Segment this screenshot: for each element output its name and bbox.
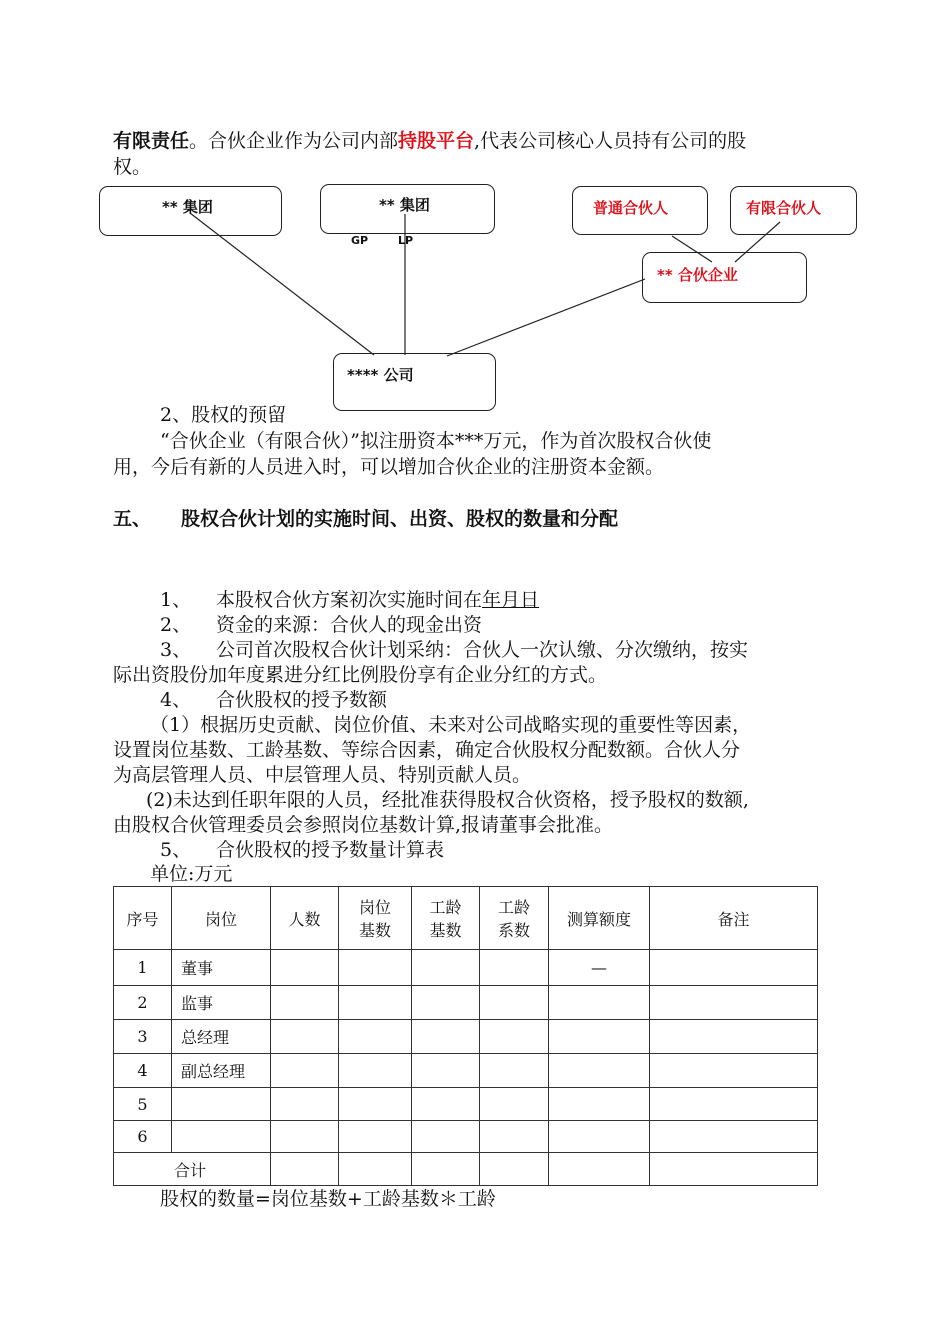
cell-count bbox=[271, 1054, 339, 1088]
general-partner-box bbox=[572, 186, 708, 235]
para1-line-3: 为高层管理人员、中层管理人员、特别贡献人员。 bbox=[113, 764, 532, 786]
intro-text-a: 。合伙企业作为公司内部 bbox=[189, 130, 399, 152]
limited-partner-label: 有限合伙人 bbox=[746, 199, 822, 217]
cell-position: 副总经理 bbox=[172, 1054, 271, 1088]
cell-position-base bbox=[339, 950, 412, 986]
cell-age-coef bbox=[480, 1020, 549, 1054]
cell-remark bbox=[650, 1054, 818, 1088]
cell-age-base bbox=[412, 1088, 480, 1121]
lp-label: LP bbox=[398, 234, 414, 247]
cell-remark bbox=[650, 986, 818, 1020]
section5-number: 五、 bbox=[113, 508, 152, 530]
table-row bbox=[114, 1020, 818, 1054]
cell-seq: 3 bbox=[114, 1020, 172, 1054]
header-age-base-l2: 基数 bbox=[429, 921, 462, 940]
para1-line-2: 设置岗位基数、工龄基数、等综合因素，确定合伙股权分配数额。合伙人分 bbox=[113, 739, 741, 761]
item1-label: 本股权合伙方案初次实施时间在 bbox=[216, 589, 483, 611]
table-header-row bbox=[114, 887, 818, 950]
cell-position bbox=[172, 1121, 271, 1153]
table-row bbox=[114, 1088, 818, 1121]
intro-highlight: 持股平台 bbox=[398, 130, 475, 152]
cell-age-coef bbox=[480, 1121, 549, 1153]
cell-position: 总经理 bbox=[172, 1020, 271, 1054]
table-row bbox=[114, 1054, 818, 1088]
formula-text: 股权的数量=岗位基数+工龄基数＊工龄 bbox=[160, 1188, 496, 1210]
cell-seq: 2 bbox=[114, 986, 172, 1020]
partnership-label: ** 合伙企业 bbox=[657, 266, 738, 284]
table-row bbox=[114, 986, 818, 1020]
section2-heading: 2、股权的预留 bbox=[160, 404, 287, 426]
header-count: 人数 bbox=[271, 887, 339, 950]
cell-count bbox=[271, 1088, 339, 1121]
cell-count bbox=[271, 1020, 339, 1054]
cell-count bbox=[271, 1121, 339, 1153]
cell-total-estimate bbox=[549, 1153, 650, 1186]
table-row bbox=[114, 950, 818, 986]
cell-age-base bbox=[412, 1121, 480, 1153]
item2-number: 2、 bbox=[160, 614, 192, 636]
header-age-coef-l1: 工龄 bbox=[497, 898, 530, 917]
group-box-1-label: ** 集团 bbox=[162, 198, 213, 216]
cell-count bbox=[271, 986, 339, 1020]
section2-para-line-1: “合伙企业（有限合伙）”拟注册资本***万元，作为首次股权合伙使 bbox=[160, 430, 712, 452]
cell-seq: 6 bbox=[114, 1121, 172, 1153]
cell-estimate bbox=[549, 1054, 650, 1088]
table-row bbox=[114, 1121, 818, 1153]
item4-text: 合伙股权的授予数额 bbox=[216, 689, 388, 711]
header-age-base bbox=[412, 887, 480, 950]
header-position-base-l1: 岗位 bbox=[358, 898, 391, 917]
company-label: **** 公司 bbox=[347, 366, 414, 384]
cell-total-remark bbox=[650, 1153, 818, 1186]
cell-position: 监事 bbox=[172, 986, 271, 1020]
cell-seq: 4 bbox=[114, 1054, 172, 1088]
cell-position-base bbox=[339, 1054, 412, 1088]
allocation-table bbox=[113, 886, 818, 1186]
cell-total-label: 合计 bbox=[114, 1153, 271, 1186]
cell-total-count bbox=[271, 1153, 339, 1186]
cell-age-coef bbox=[480, 1088, 549, 1121]
header-remark: 备注 bbox=[650, 887, 818, 950]
gp-label: GP bbox=[351, 234, 369, 247]
cell-remark bbox=[650, 950, 818, 986]
group-box-1 bbox=[99, 186, 282, 236]
cell-position bbox=[172, 1088, 271, 1121]
cell-remark bbox=[650, 1020, 818, 1054]
limited-partner-box bbox=[730, 186, 857, 235]
cell-remark bbox=[650, 1088, 818, 1121]
intro-text-b: ,代表公司核心人员持有公司的股 bbox=[474, 130, 747, 152]
intro-bold-term: 有限责任 bbox=[113, 130, 190, 152]
cell-age-coef bbox=[480, 950, 549, 986]
item5-number: 5、 bbox=[160, 839, 192, 861]
cell-age-base bbox=[412, 1054, 480, 1088]
header-age-coef-l2: 系数 bbox=[497, 921, 530, 940]
section5-title: 股权合伙计划的实施时间、出资、股权的数量和分配 bbox=[181, 508, 619, 530]
section2-para-line-2: 用，今后有新的人员进入时，可以增加合伙企业的注册资本金额。 bbox=[113, 456, 665, 478]
cell-total-age-base bbox=[412, 1153, 480, 1186]
cell-position-base bbox=[339, 1020, 412, 1054]
item5-text: 合伙股权的授予数量计算表 bbox=[216, 839, 445, 861]
cell-estimate bbox=[549, 1020, 650, 1054]
para2-line-1: (2)未达到任职年限的人员，经批准获得股权合伙资格，授予股权的数额, bbox=[146, 789, 749, 811]
cell-position: 董事 bbox=[172, 950, 271, 986]
item1-number: 1、 bbox=[160, 589, 192, 611]
cell-total-position-base bbox=[339, 1153, 412, 1186]
table-total-row bbox=[114, 1153, 818, 1186]
cell-count bbox=[271, 950, 339, 986]
cell-estimate bbox=[549, 1088, 650, 1121]
cell-age-base bbox=[412, 950, 480, 986]
intro-line-2: 权。 bbox=[113, 156, 152, 178]
cell-estimate bbox=[549, 1121, 650, 1153]
cell-total-age-coef bbox=[480, 1153, 549, 1186]
header-age-base-l1: 工龄 bbox=[429, 898, 462, 917]
general-partner-label: 普通合伙人 bbox=[593, 199, 669, 217]
connector-partnership-company bbox=[447, 279, 645, 356]
item2-text: 资金的来源：合伙人的现金出资 bbox=[216, 614, 483, 636]
partnership-box bbox=[642, 252, 807, 303]
header-position-base bbox=[339, 887, 412, 950]
header-position-base-l2: 基数 bbox=[358, 921, 391, 940]
company-box bbox=[333, 353, 496, 411]
cell-position-base bbox=[339, 986, 412, 1020]
group-box-2 bbox=[320, 184, 495, 234]
item1-date: 年月日 bbox=[482, 589, 540, 611]
cell-seq: 5 bbox=[114, 1088, 172, 1121]
header-seq: 序号 bbox=[114, 887, 172, 950]
cell-seq: 1 bbox=[114, 950, 172, 986]
cell-estimate: — bbox=[549, 950, 650, 986]
cell-age-coef bbox=[480, 986, 549, 1020]
cell-estimate bbox=[549, 986, 650, 1020]
cell-age-base bbox=[412, 986, 480, 1020]
header-age-coef bbox=[480, 887, 549, 950]
header-estimate: 测算额度 bbox=[549, 887, 650, 950]
item1-text bbox=[216, 588, 539, 612]
item3-line-2: 际出资股份加年度累进分红比例股份享有企业分红的方式。 bbox=[113, 664, 608, 686]
para1-line-1: （1）根据历史贡献、岗位价值、未来对公司战略实现的重要性等因素， bbox=[150, 714, 752, 736]
item4-number: 4、 bbox=[160, 689, 192, 711]
cell-remark bbox=[650, 1121, 818, 1153]
unit-label: 单位:万元 bbox=[150, 863, 233, 885]
item3-text: 公司首次股权合伙计划采纳：合伙人一次认缴、分次缴纳，按实 bbox=[216, 639, 749, 661]
cell-position-base bbox=[339, 1121, 412, 1153]
item3-number: 3、 bbox=[160, 639, 192, 661]
cell-age-coef bbox=[480, 1054, 549, 1088]
cell-age-base bbox=[412, 1020, 480, 1054]
group-box-2-label: ** 集团 bbox=[379, 196, 430, 214]
cell-position-base bbox=[339, 1088, 412, 1121]
header-position: 岗位 bbox=[172, 887, 271, 950]
para2-line-2: 由股权合伙管理委员会参照岗位基数计算,报请董事会批准。 bbox=[113, 814, 614, 836]
